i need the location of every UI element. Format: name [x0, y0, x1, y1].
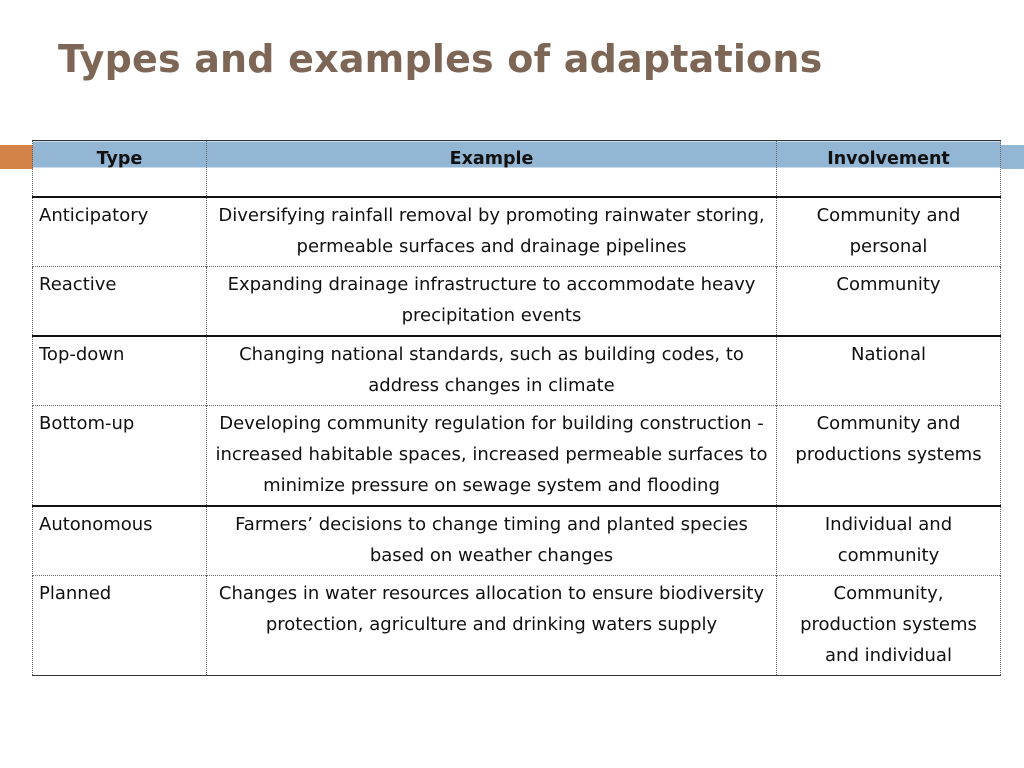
cell-type: Reactive	[33, 267, 207, 337]
cell-type: Anticipatory	[33, 197, 207, 267]
cell-example: Developing community regulation for building construction - increased habitable spaces, increased permeable surfaces to minimize pressure on sewage system and flooding	[207, 406, 777, 507]
table-row	[33, 406, 1001, 507]
accent-bar-blue	[1000, 145, 1024, 169]
table-row	[33, 336, 1001, 406]
cell-type: Bottom-up	[33, 406, 207, 507]
cell-example: Farmers’ decisions to change timing and planted species based on weather changes	[207, 506, 777, 576]
header-example: Example	[207, 141, 777, 198]
cell-example: Diversifying rainfall removal by promoting rainwater storing, permeable surfaces and drainage pipelines	[207, 197, 777, 267]
cell-type: Autonomous	[33, 506, 207, 576]
cell-example: Changing national standards, such as building codes, to address changes in climate	[207, 336, 777, 406]
cell-involvement: Community	[777, 267, 1001, 337]
slide-title: Types and examples of adaptations	[58, 37, 823, 81]
table-row	[33, 506, 1001, 576]
cell-involvement: National	[777, 336, 1001, 406]
cell-involvement: Individual and community	[777, 506, 1001, 576]
cell-involvement: Community, production systems and individual	[777, 576, 1001, 676]
cell-example: Expanding drainage infrastructure to accommodate heavy precipitation events	[207, 267, 777, 337]
table-row	[33, 197, 1001, 267]
adaptations-table-container	[32, 140, 1000, 676]
cell-involvement: Community and personal	[777, 197, 1001, 267]
cell-type: Top-down	[33, 336, 207, 406]
table-row	[33, 576, 1001, 676]
table-row	[33, 267, 1001, 337]
cell-involvement: Community and productions systems	[777, 406, 1001, 507]
adaptations-table	[32, 140, 1001, 676]
cell-example: Changes in water resources allocation to ensure biodiversity protection, agriculture and drinking waters supply	[207, 576, 777, 676]
header-type: Type	[33, 141, 207, 198]
table-header-row	[33, 141, 1001, 198]
header-involvement: Involvement	[777, 141, 1001, 198]
cell-type: Planned	[33, 576, 207, 676]
